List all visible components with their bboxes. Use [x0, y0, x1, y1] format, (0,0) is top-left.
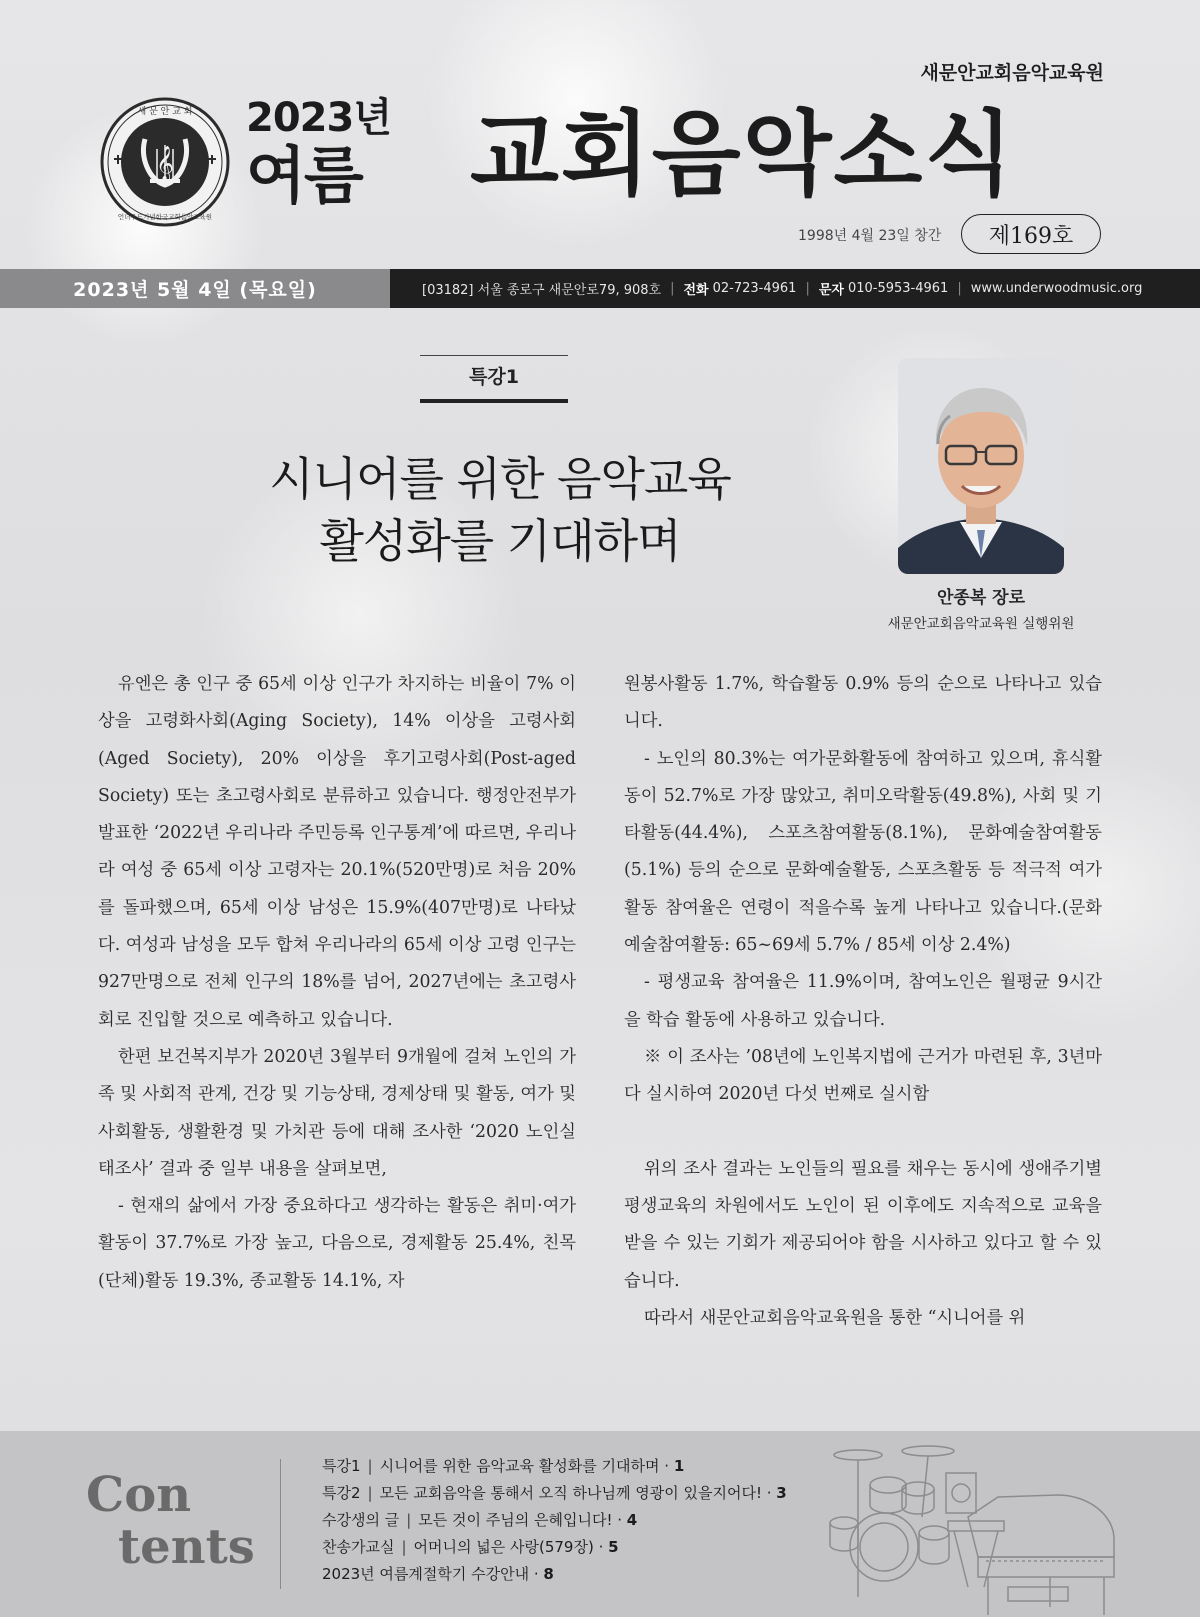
organization-name: 새문안교회음악교육원: [920, 62, 1104, 84]
season-name: 여름: [246, 139, 362, 212]
toc-title: 모든 교회음악을 통해서 오직 하나님께 영광이 있을지어다!: [379, 1484, 762, 1502]
issue-number-badge: 제169호: [961, 214, 1101, 254]
toc-item[interactable]: 특강1 | 시니어를 위한 음악교육 활성화를 기대하며 · 1: [322, 1457, 685, 1475]
contents-title-line-2: tents: [118, 1519, 255, 1575]
svg-text:𝄞: 𝄞: [156, 146, 174, 181]
toc-item[interactable]: 찬송가교실 | 어머니의 넓은 사랑(579장) · 5: [322, 1538, 619, 1556]
season-label: [246, 96, 406, 212]
headline-line-2: 활성화를 기대하며: [319, 514, 681, 568]
toc-section: 특강1: [322, 1457, 361, 1475]
paragraph-spacer: [624, 1114, 1102, 1151]
separator: |: [957, 281, 962, 296]
body-paragraph: 위의 조사 결과는 노인들의 필요를 채우는 동시에 생애주기별 평생교육의 차원에서도 노인이 된 이후에도 지속적으로 교육을 받을 수 있는 기회가 제공되어야 함을 시사하고 있다고 할 수 있습니다.: [624, 1158, 1102, 1291]
svg-text:언더우드기념한국교회음악교육원: 언더우드기념한국교회음악교육원: [117, 213, 213, 221]
author-name: 안종복 장로: [936, 588, 1026, 608]
toc-title: 어머니의 넓은 사랑(579장): [413, 1538, 594, 1556]
table-of-contents: [322, 1453, 787, 1588]
season-year: 2023년: [246, 95, 391, 141]
toc-page: 5: [608, 1538, 619, 1556]
toc-page: 3: [776, 1484, 787, 1502]
body-paragraph: - 평생교육 참여율은 11.9%이며, 참여노인은 월평균 9시간을 학습 활동에 사용하고 있습니다.: [624, 972, 1102, 1030]
piano-drum-illustration: [818, 1437, 1118, 1617]
contact-info: [390, 269, 1200, 308]
separator: |: [805, 281, 810, 296]
toc-section: 특강2: [322, 1484, 361, 1502]
body-paragraph: 원봉사활동 1.7%, 학습활동 0.9% 등의 순으로 나타나고 있습니다.: [624, 674, 1102, 732]
info-bar: [0, 269, 1200, 308]
toc-section: 수강생의 글: [322, 1511, 400, 1529]
separator: |: [367, 1457, 373, 1475]
contents-title: [86, 1469, 255, 1573]
founded-date: 1998년 4월 23일 창간: [798, 228, 942, 244]
section-tag: 특강1: [420, 355, 568, 403]
body-paragraph: ※ 이 조사는 ’08년에 노인복지법에 근거가 마련된 후, 3년마다 실시하여 2020년 다섯 번째로 실시함: [624, 1046, 1102, 1105]
contents-title-line-1: Con: [86, 1467, 192, 1523]
body-paragraph: 유엔은 총 인구 중 65세 이상 인구가 차지하는 비율이 7% 이상을 고령화사회(Aging Society), 14% 이상을 고령사회(Aged Society), 20% 이상을 후기고령사회(Post-aged Society) 또는 초고령사회로 분류하고 있습니다. 행정안전부가 발표한 ‘2022년 우리나라 주민등록 인구통계’에 따르면, 우리나라 여성 중 65세 이상 고령자는 20.1%(520만명)로 처음 20%를 돌파했으며, 65세 이상 남성은 15.9%(407만명)로 나타났다. 여성과 남성을 모두 합쳐 우리나라의 65세 이상 고령 인구는 927만명으로 전체 인구의 18%를 넘어, 2027년에는 초고령사회로 진입할 것으로 예측하고 있습니다.: [98, 674, 576, 1030]
separator: |: [367, 1484, 373, 1502]
separator: |: [401, 1538, 407, 1556]
author-role: 새문안교회음악교육원 실행위원: [887, 616, 1075, 632]
toc-page: 4: [626, 1511, 638, 1529]
toc-section: 찬송가교실: [322, 1538, 395, 1556]
toc-item[interactable]: 2023년 여름계절학기 수강안내 · 8: [322, 1565, 554, 1583]
article-headline: [200, 448, 800, 572]
sms-label: 문자: [818, 283, 844, 298]
contents-divider: [280, 1459, 281, 1589]
toc-item[interactable]: 수강생의 글 | 모든 것이 주님의 은혜입니다! · 4: [322, 1511, 638, 1529]
article-body-right-column: [624, 666, 1102, 1337]
contents-section: [0, 1431, 1200, 1617]
phone-label: 전화: [683, 283, 709, 298]
website-link[interactable]: www.underwoodmusic.org: [970, 281, 1143, 296]
headline-line-1: 시니어를 위한 음악교육: [269, 452, 731, 506]
toc-item[interactable]: 특강2 | 모든 교회음악을 통해서 오직 하나님께 영광이 있을지어다! · 3: [322, 1484, 787, 1502]
sms-number: 010-5953-4961: [847, 281, 949, 296]
toc-page: 8: [543, 1565, 554, 1583]
newsletter-masthead: 교회음악소식: [470, 101, 1016, 208]
separator: |: [670, 281, 675, 296]
toc-title: 시니어를 위한 음악교육 활성화를 기대하며: [379, 1457, 660, 1475]
phone-number: 02-723-4961: [712, 281, 797, 296]
toc-page: 1: [673, 1457, 685, 1475]
svg-text:새 문 안 교 회: 새 문 안 교 회: [137, 107, 193, 117]
body-paragraph: 따라서 새문안교회음악교육원을 통한 “시니어를 위: [644, 1308, 1026, 1329]
publication-date: 2023년 5월 4일 (목요일): [0, 269, 390, 308]
separator: |: [406, 1511, 412, 1529]
author-portrait: [898, 358, 1064, 574]
toc-title: 모든 것이 주님의 은혜입니다!: [418, 1511, 613, 1529]
article-body-left-column: [98, 666, 576, 1300]
body-paragraph: - 현재의 삶에서 가장 중요하다고 생각하는 활동은 취미·여가활동이 37.7%로 가장 높고, 다음으로, 경제활동 25.4%, 친목(단체)활동 19.3%, 종교활동 14.1%, 자: [98, 1196, 576, 1291]
address: [03182] 서울 종로구 새문안로79, 908호: [422, 283, 662, 298]
body-paragraph: - 노인의 80.3%는 여가문화활동에 참여하고 있으며, 휴식활동이 52.7%로 가장 많았고, 취미오락활동(49.8%), 사회 및 기타활동(44.4%), 스포츠참여활동(8.1%), 문화예술참여활동(5.1%) 등의 순으로 문화예술활동, 스포츠활동 등 적극적 여가활동 참여율은 연령이 적을수록 높게 나타나고 있습니다.(문화예술참여활동: 65~69세 5.7% / 85세 이상 2.4%): [624, 748, 1102, 956]
body-paragraph: 한편 보건복지부가 2020년 3월부터 9개월에 걸쳐 노인의 가족 및 사회적 관계, 건강 및 기능상태, 경제상태 및 활동, 여가 및 사회활동, 생활환경 및 가치관 등에 대해 조사한 ‘2020 노인실태조사’ 결과 중 일부 내용을 살펴보면,: [98, 1046, 576, 1179]
organization-seal-logo: [100, 97, 230, 227]
toc-title: 2023년 여름계절학기 수강안내: [322, 1565, 530, 1583]
